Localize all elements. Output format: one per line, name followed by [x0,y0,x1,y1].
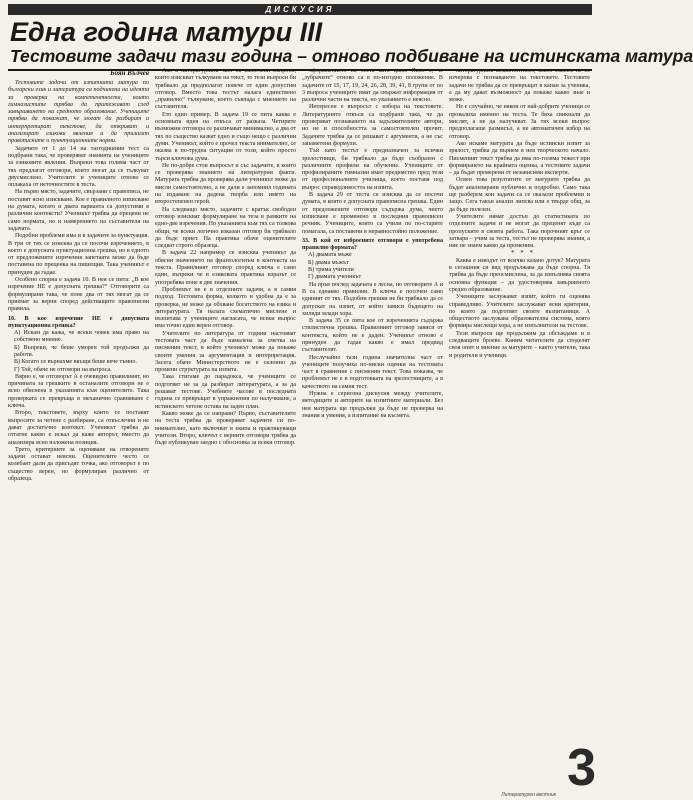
answer-option: А) Искам да кажа, че всеки човек има право на собствено мнение. [14,330,149,344]
paragraph: Ето един пример. В задача 19 се пита каква е основната идея на откъса от разказа. Четирите възможни отговора се различават минимално, а два от тях по същество казват едно и също нещо с различни думи. Ученикът, който е прочел текста внимателно, се оказва в по-трудна ситуация от този, който просто търси ключова дума. [155,111,296,162]
paragraph: Нужна е сериозна дискусия между учителите, методиците и авторите на изпитните материали. Без нея матурата ще продължи да бъде не проверка на знания и умения, а изпитание на късмета. [302,391,443,419]
article-title: Една година матури ІІІ [10,17,323,47]
paragraph: Трето, критериите за оценяване на отворените задачи остават неясни. Оценителите често се колебаят дали да присъдят точка, ако отговорът е по същество верен, но формулиран различно от образеца. [8,446,149,483]
answer-option: Б) Въпреки, че беше уморен той продължи да работи. [14,344,149,358]
paragraph: Каква е изводът от всичко казано дотук? Матурата в сегашния си вид продължава да бъде спорна. Тя трябва да бъде преосмислена, за да изпълнява своята основна функция – да удостоверява завършеното средно образование. [449,257,590,293]
answer-option: А) двамата мъже [308,252,352,259]
paragraph: Учителите по литература от години настояват тестовата част да бъде намалена за сметка на писмения текст, в който ученикът може да покаже своите умения за аргументация и интерпретация. Засега обаче Министерството не е склонно да промени структурата на изпита. [155,330,296,374]
answer-option: В) Когато се върнахме вкъщи беше вече тъмно. [14,359,137,366]
paragraph: Така стигаме до парадокса, че учениците се подготвят не за да разбират литературата, а за да решават тестове. Учебните часове в последната година се превръщат в упражнения по налучкване, а истинското четене остава на заден план. [155,374,296,410]
paragraph: Освен това резултатите от матурите трябва да бъдат анализирани публично и подробно. Само така ще разберем кои задачи са се оказали проблемни и защо. Сега такъв анализ липсва или е твърде общ, за да бъде полезен. [449,177,590,213]
paragraph: Особено спорна е задача 10. В нея се пита: „В кое изречение НЕ е допусната грешка?“ Отговорите са формулирани така, че поне два от тях могат да се приемат за верни според действащите правописни правила. [8,277,149,313]
paragraph: На първо място, задачите, свързани с правописа, не поставят ясно изискване. Кое е правилното изписване на думата, когато и двата варианта са допустими в различни контексти? Ученикът трябва да прецени не само нормата, но и намерението на съставителя на задачата. [8,189,149,232]
article-columns [8,68,592,796]
answer-option: Г) двамата ученикът [308,274,362,281]
paragraph: Неслучайно тази година значителна част от учениците получиха по-ниски оценки на тестовата част в сравнение с писмения текст. Това показва, че проблемът не е в подготовката на зрелостниците, а в качеството на самия тест. [302,354,443,390]
paragraph: Не по-добре стои въпросът и със задачите, в които се проверява знанието на литературни факти. Матурата трябва да проверява дали ученикът може да мисли самостоятелно, а не дали е запомнил годината на издаване на дадена творба или името на второстепенен герой. [155,162,296,206]
page-number: 3 [563,742,596,794]
paragraph: Учителите нямат достъп до статистиката по отделните задачи и не могат да преценят къде са пропуските в своята работа. Така порочният кръг се затваря – учим за теста, тестът не проверява знания, а ние не знаем какво да променим. [449,213,590,250]
column-3 [302,68,443,796]
paragraph: Вярно е, че отговорът А е очевидно правилният, но причината за грешките в останалите отговори не е ясно обяснена в указанията към оценителите. Така проверката се превръща в механично сравняване с ключа. [8,373,149,410]
paragraph: Тестовите задачи от изпитната матура по български език и литература са подчинени на идеята за проверка на компетентности, които гимназистите трябва да притежават след завършването на средното образование. Учениците трябва да покажат, че могат да разбират и интерпретират текстове, да откриват и анализират езикови явления и да прилагат правописните и пунктуационните норми. [8,80,149,145]
author-byline: Боян Вълчев [110,69,149,77]
column-4 [449,68,590,796]
paragraph: оформлението на теста като цяло. Ясно е, че „зубрачите“ отново са в по-изгодно положение. В задачите от 15, 17, 19, 24, 26, 28, 39, 41, 8 групи от по 3 въпроса учениците имат да свържат информация от различни части на текста, но указанието е неясно. [302,68,443,104]
paragraph: В задача 35 се пита кое от изреченията съдържа стилистична грешка. Правилният отговор зависи от контекста, който не е даден. Ученикът отново е принуден да гадае какво е имал предвид съставителят. [302,318,443,354]
paragraph: Интересен е въпросът с избора на текстовете. Литературните откъси са подбрани така, че да проверяват познаването на задължителните автори, но не и способността за самостоятелен прочит. Задачите трябва да се решават с аргументи, а не със запаметени формули. [302,104,443,147]
paragraph: В задача 29 от теста се изисква да се посочи думата, в която е допусната правописна грешка. Един от предложените отговори съдържа дума, чието изписване е променено в последния правописен речник. Учениците, които са учили по по-старите помагала, са поставени в неравностойно положение. [302,192,443,235]
answer-option: Г) Той, обаче не отговори на въпроса. [14,366,112,373]
test-question: 33. В кой от изброените отговори е употребена правилно формата? [302,237,443,252]
paragraph: Не е случайно, че някои от най-добрите ученици се провалиха именно на теста. Те бяха свикнали да мислят, а не да налучкват. За тях всеки въпрос предполагаше размисъл, а не автоматичен избор на отговор. [449,104,590,140]
article-page [8,4,693,796]
section-rubric: ДИСКУСИЯ [8,4,592,15]
paragraph: На следващо място, задачите с кратък свободен отговор изискват формулиране на теза в рамките на едно-две изречения. Но указанията към тях са толкова общи, че всеки логично изказан отговор би трябвало да бъде приет. На практика обаче оценителите следват строго образеца. [155,206,296,250]
paragraph: Ако в литературната част са включени въпроси, които изискват тълкуване на текст, то тези въпроси би трябвало да предполагат повече от един допустим отговор. Вместо това тестът налага единствено „правилно“ тълкуване, което съвпада с мнението на съставителя. [155,68,296,111]
answer-option: В) трима учители [308,267,354,274]
paragraph: литературната компетентност, която съвсем не се изчерпва с познаването на текстовете. Тестовите задачи не трябва да се превръщат в капан за ученика, а да му дават възможност да покаже какво знае и може. [449,68,590,104]
paragraph: Учениците заслужават изпит, който ги оценява справедливо. Учителите заслужават ясни критерии, по които да подготвят своите възпитаници. А обществото заслужава образователна система, която формира мислещи хора, а не изпълнители на тестове. [449,294,590,330]
section-separator: * * * [511,249,535,258]
column-1 [8,68,149,796]
paragraph: Тъй като тестът е предназначен за всички зрелостници, би трябвало да бъде съобразен с различните профили на обучение. Учениците от профилираните гимназии имат предимство пред тези от професионалните училища, което поставя под въпрос справедливостта на изпита. [302,148,443,191]
article-subtitle: Тестовите задачи тази година – отново подбиване на истинската матура [10,46,693,66]
paragraph: На пръв поглед задачата е лесна, но отговорите А и В са еднакво правилни. В ключа е посочен само единият от тях. Подобни грешки не би трябвало да се допускат на изпит, от който зависи бъдещето на хиляди млади хора. [302,281,443,317]
paragraph: Проблемът не е в отделните задачи, а в самия подход. Тестовата форма, колкото и удобна да е за проверка, не може да обхване богатството на езика и литературата. Тя налага схематично мислене и възпитава у учениците нагласата, че всеки въпрос има точно един верен отговор. [155,286,296,330]
paragraph: Тези въпроси ще продължим да обсъждаме и в следващите броеве. Каним читателите да споделят своя опит и мнение за матурите – както учители, така и родители и ученици. [449,330,590,359]
answer-option: Б) двама мъжът [308,259,349,266]
column-2 [155,68,296,796]
paragraph: Подобни проблеми има и в задачите за пунктуация. В три от тях се изисква да се посочи изречението, в което е допусната пунктуационна грешка, но в едното от предложените изречения запетаята може да бъде поставена по преценка на пишещия. Така ученикът е принуден да гадае. [8,233,149,276]
paragraph: Ако искаме матурата да бъде истински изпит за зрялост, трябва да върнем в нея творческото начало. Писменият текст трябва да има по-голяма тежест при формирането на крайната оценка, а тестовите задачи – да бъдат проверени от независими експерти. [449,140,590,177]
test-question: 10. В кое изречение НЕ е допусната пунктуационна грешка? [8,315,149,329]
paragraph: Задачите от 1 до 14 на тазгодишния тест са подбрани така, че проверяват знанията на учениците за езиковите явления. Въпреки това голяма част от тях предлагат отговори, които могат да се тълкуват двусмислено. Учителите и учениците отново се оплакаха от неточностите в теста. [8,145,149,189]
paragraph: Какво може да се направи? Първо, съставителите на теста трябва да проверяват задачите си по-внимателно, като включват в екипа и практикуващи учители. Второ, ключът с верните отговори трябва да бъде публикуван заедно с обосновка за всеки отговор. [155,410,296,447]
paragraph: В задача 22 например се изисква ученикът да обясни значението на фразеологизъм в контекста на текста. Правилният отговор според ключа е само един, въпреки че в езиковата практика изразът се употребява поне в две значения. [155,250,296,286]
paragraph: Второ, текстовете, върху които се поставят въпросите за четене с разбиране, са откъслечни и не дават достатъчно контекст. Ученикът трябва да отгатне какво е искал да каже авторът, вместо да анализира ясно изложена позиция. [8,410,149,446]
footer-note: Литературен вестник [501,792,556,798]
